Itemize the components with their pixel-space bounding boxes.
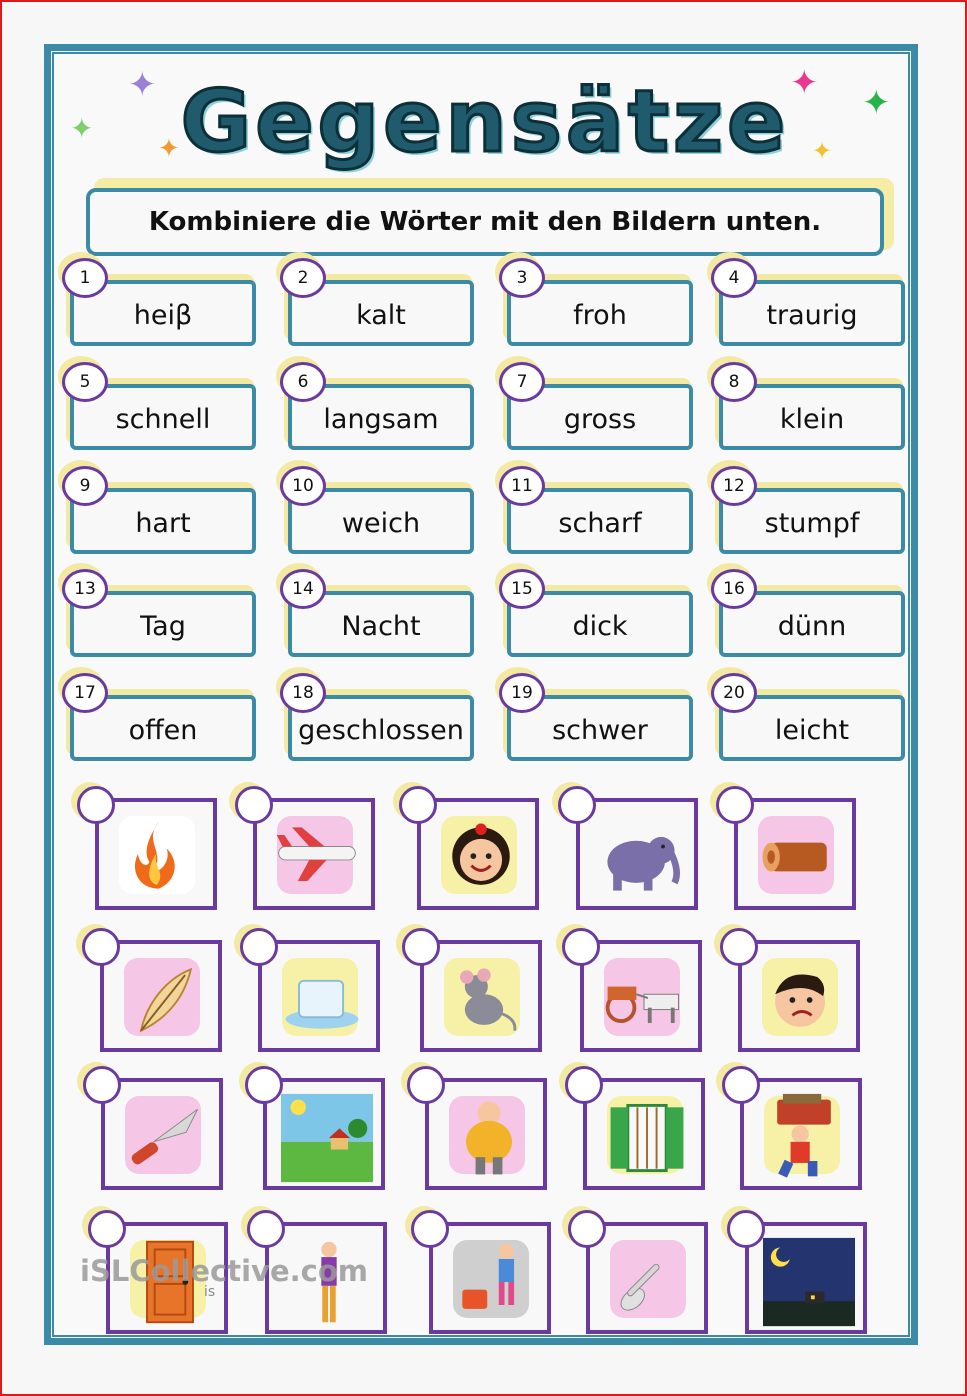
number-label: 8 — [728, 372, 740, 392]
number-badge — [711, 466, 757, 506]
answer-circle[interactable] — [720, 928, 758, 966]
word-label: traurig — [766, 299, 858, 331]
number-badge — [62, 258, 108, 298]
star-icon: ✦ — [862, 83, 891, 123]
worksheet-title: Gegensätze — [180, 72, 790, 172]
answer-circle[interactable] — [88, 1210, 126, 1248]
picture-card — [425, 1078, 547, 1190]
number-badge — [499, 569, 545, 609]
word-label: gross — [563, 403, 637, 435]
answer-circle[interactable] — [562, 928, 600, 966]
word-label: schwer — [552, 714, 648, 746]
word-label: froh — [573, 299, 627, 331]
star-icon: ✦ — [790, 63, 819, 103]
star-icon: ✦ — [812, 137, 833, 165]
word-label: geschlossen — [298, 714, 464, 746]
picture-card — [586, 1222, 708, 1334]
answer-circle[interactable] — [402, 928, 440, 966]
answer-circle[interactable] — [245, 1066, 283, 1104]
picture-card — [417, 798, 539, 910]
star-icon: ✦ — [128, 65, 157, 105]
spoon-icon — [604, 1236, 696, 1328]
answer-circle[interactable] — [568, 1210, 606, 1248]
picture-card — [263, 1078, 385, 1190]
number-label: 13 — [74, 579, 96, 599]
elephant-icon — [594, 812, 686, 904]
word-label: heiβ — [133, 299, 193, 331]
log-icon — [752, 812, 844, 904]
answer-circle[interactable] — [83, 1066, 121, 1104]
word-label: Nacht — [341, 610, 421, 642]
number-label: 1 — [79, 268, 91, 288]
ox-cart-icon — [598, 954, 690, 1046]
number-label: 19 — [511, 683, 533, 703]
word-label: dünn — [777, 610, 847, 642]
heavy-load-icon — [758, 1092, 850, 1184]
picture-card — [100, 940, 222, 1052]
number-badge — [62, 466, 108, 506]
picture-card — [734, 798, 856, 910]
number-badge — [280, 362, 326, 402]
answer-circle[interactable] — [558, 786, 596, 824]
picture-card — [101, 1078, 223, 1190]
picture-card — [420, 940, 542, 1052]
word-label: leicht — [774, 714, 850, 746]
answer-circle[interactable] — [727, 1210, 765, 1248]
watermark — [80, 1254, 368, 1300]
answer-circle[interactable] — [235, 786, 273, 824]
number-badge — [711, 258, 757, 298]
answer-circle[interactable] — [411, 1210, 449, 1248]
number-label: 5 — [79, 372, 91, 392]
number-label: 4 — [728, 268, 740, 288]
sunny-landscape-icon — [281, 1092, 373, 1184]
watermark-small-text: is — [204, 1284, 216, 1300]
night-sky-icon — [763, 1236, 855, 1328]
star-icon: ✦ — [158, 134, 180, 164]
number-badge — [711, 569, 757, 609]
happy-girl-icon — [435, 812, 527, 904]
number-label: 7 — [516, 372, 528, 392]
number-label: 14 — [292, 579, 314, 599]
picture-card — [738, 940, 860, 1052]
picture-card — [740, 1078, 862, 1190]
open-window-icon — [601, 1092, 693, 1184]
number-label: 3 — [516, 268, 528, 288]
word-label: kalt — [356, 299, 406, 331]
number-label: 20 — [723, 683, 745, 703]
word-label: klein — [779, 403, 845, 435]
number-badge — [711, 362, 757, 402]
sad-boy-icon — [756, 954, 848, 1046]
number-label: 10 — [292, 476, 314, 496]
answer-circle[interactable] — [716, 786, 754, 824]
answer-circle[interactable] — [407, 1066, 445, 1104]
word-label: scharf — [558, 507, 642, 539]
picture-card — [580, 940, 702, 1052]
number-label: 12 — [723, 476, 745, 496]
fat-man-icon — [443, 1092, 535, 1184]
number-label: 15 — [511, 579, 533, 599]
word-label: langsam — [323, 403, 439, 435]
picture-card — [253, 798, 375, 910]
number-badge — [280, 673, 326, 713]
number-badge — [280, 466, 326, 506]
word-label: stumpf — [764, 507, 860, 539]
word-label: weich — [341, 507, 421, 539]
number-label: 17 — [74, 683, 96, 703]
answer-circle[interactable] — [722, 1066, 760, 1104]
picture-card — [583, 1078, 705, 1190]
picture-card — [95, 798, 217, 910]
ice-cube-icon — [276, 954, 368, 1046]
number-badge — [499, 362, 545, 402]
mouse-icon — [438, 954, 530, 1046]
number-badge — [62, 362, 108, 402]
number-badge — [280, 258, 326, 298]
number-badge — [62, 673, 108, 713]
number-label: 11 — [511, 476, 533, 496]
knife-icon — [119, 1092, 211, 1184]
answer-circle[interactable] — [247, 1210, 285, 1248]
fire-icon — [113, 812, 205, 904]
airplane-icon — [271, 812, 363, 904]
number-label: 18 — [292, 683, 314, 703]
number-label: 9 — [79, 476, 91, 496]
watermark-text: iSLCollective.com — [80, 1254, 368, 1288]
word-label: offen — [128, 714, 198, 746]
light-bag-girl-icon — [447, 1236, 539, 1328]
word-label: hart — [135, 507, 191, 539]
number-badge — [499, 673, 545, 713]
word-label: Tag — [140, 610, 186, 642]
answer-circle[interactable] — [82, 928, 120, 966]
picture-card — [429, 1222, 551, 1334]
picture-card — [258, 940, 380, 1052]
number-badge — [499, 258, 545, 298]
number-label: 6 — [297, 372, 309, 392]
word-label: schnell — [115, 403, 211, 435]
feather-icon — [118, 954, 210, 1046]
answer-circle[interactable] — [399, 786, 437, 824]
picture-card — [745, 1222, 867, 1334]
picture-card — [576, 798, 698, 910]
number-label: 16 — [723, 579, 745, 599]
star-icon: ✦ — [70, 112, 94, 145]
number-badge — [62, 569, 108, 609]
instruction-box: Kombiniere die Wörter mit den Bildern unten. — [86, 188, 884, 256]
word-label: dick — [572, 610, 628, 642]
number-badge — [499, 466, 545, 506]
answer-circle[interactable] — [565, 1066, 603, 1104]
answer-circle[interactable] — [77, 786, 115, 824]
number-badge — [280, 569, 326, 609]
answer-circle[interactable] — [240, 928, 278, 966]
number-badge — [711, 673, 757, 713]
number-label: 2 — [297, 268, 309, 288]
